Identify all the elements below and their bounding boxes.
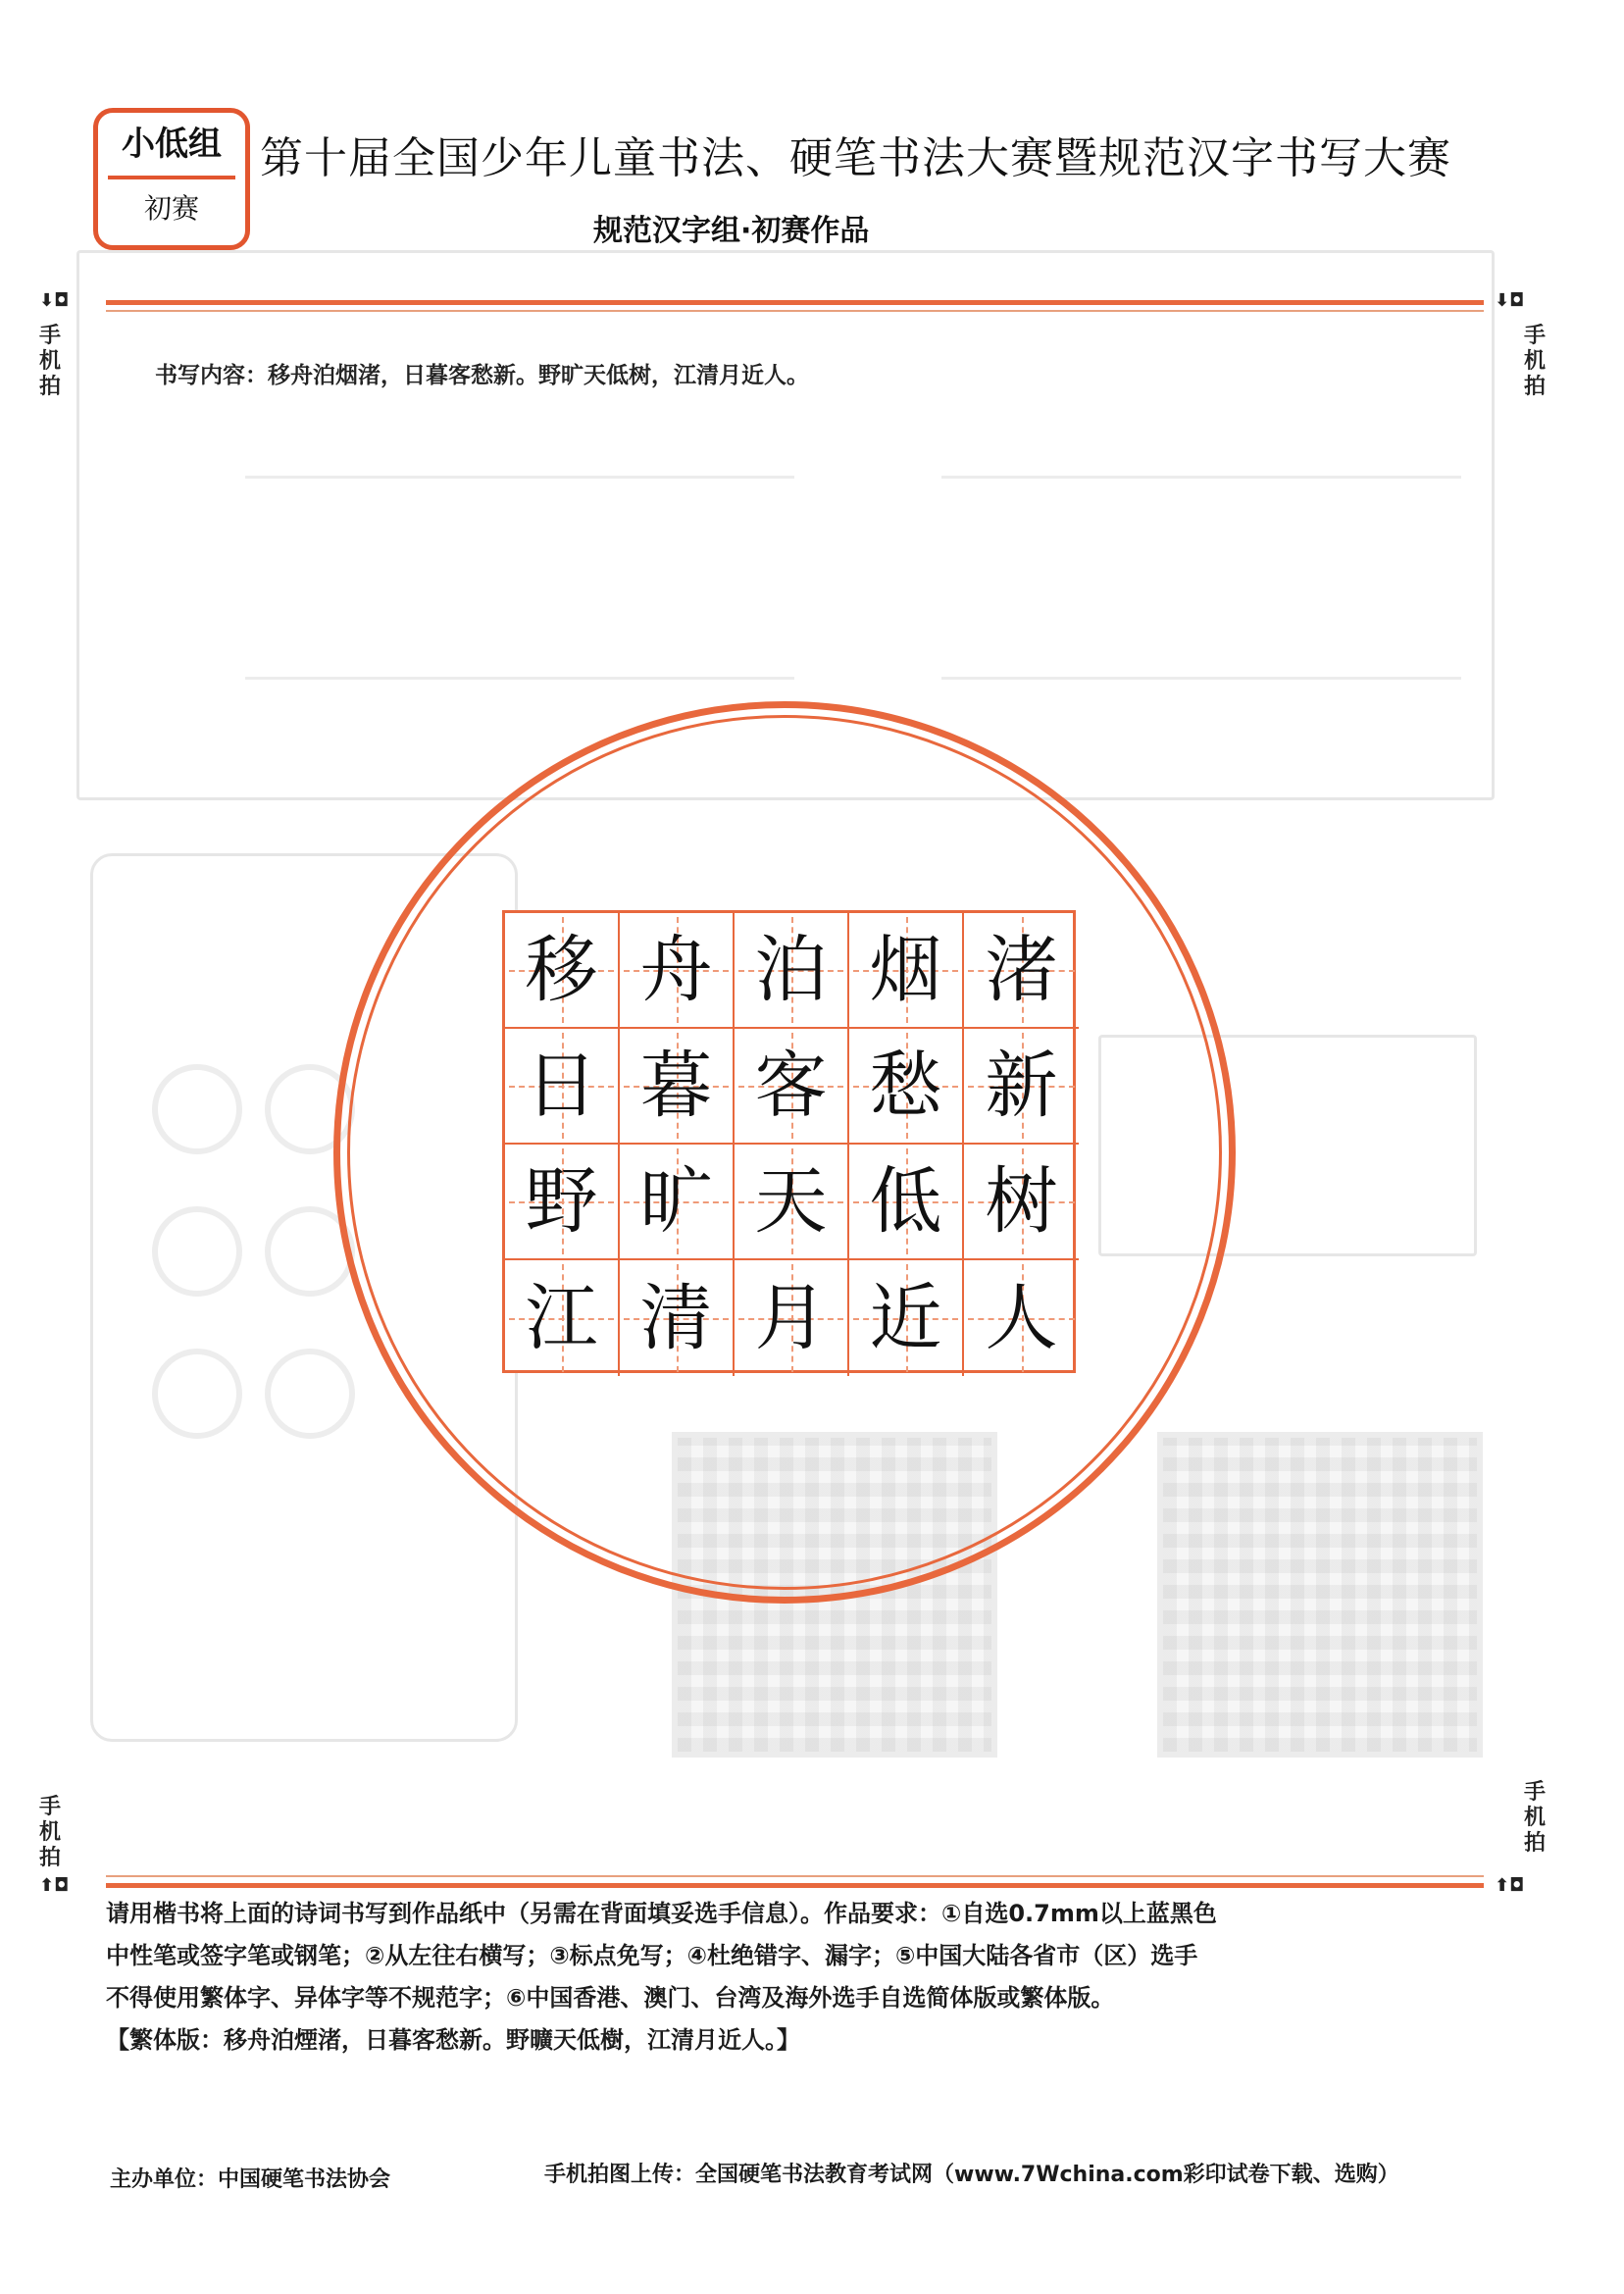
- grid-cell: [620, 1260, 735, 1376]
- grid-cell: [964, 1029, 1079, 1145]
- grid-cell: [620, 913, 735, 1029]
- grid-cell: [849, 1029, 964, 1145]
- grid-char: 泊: [754, 928, 828, 1012]
- grid-cell: [620, 1145, 735, 1260]
- side-label-phone-shot: 手机拍: [38, 1795, 61, 1870]
- grid-cell: [735, 1260, 849, 1376]
- ghost-line: [941, 476, 1461, 479]
- grid-cell: [849, 913, 964, 1029]
- ghost-circle: [152, 1206, 242, 1297]
- grid-cell: [964, 913, 1079, 1029]
- badge-stage-label: 初赛: [143, 192, 199, 225]
- grid-cell: [849, 1145, 964, 1260]
- side-label-phone-shot: 手机拍: [1523, 1780, 1546, 1856]
- instruction-line: 不得使用繁体字、异体字等不规范字；⑥中国香港、澳门、台湾及海外选手自选简体版或繁体版。: [106, 1984, 1115, 2012]
- grid-char: 客: [754, 1044, 828, 1128]
- calligraphy-grid: [502, 910, 1076, 1373]
- grid-char: 渚: [985, 928, 1058, 1012]
- grid-char: 人: [985, 1276, 1058, 1360]
- side-label-phone-shot: 手机拍: [38, 324, 61, 399]
- grid-cell: [505, 1260, 620, 1376]
- top-rule-thin: [106, 310, 1484, 312]
- ghost-circle: [152, 1349, 242, 1439]
- camera-icon: ⬆◘: [39, 1875, 70, 1896]
- grid-char: 暮: [639, 1044, 713, 1128]
- grid-char: 烟: [869, 928, 942, 1012]
- instruction-line: 请用楷书将上面的诗词书写到作品纸中（另需在背面填妥选手信息）。作品要求：①自选0.7mm以上蓝黑色: [106, 1900, 1217, 1927]
- ghost-line: [245, 476, 794, 479]
- grid-char: 清: [639, 1276, 713, 1360]
- bottom-rule: [106, 1883, 1484, 1888]
- grid-cell: [505, 1029, 620, 1145]
- grid-char: 近: [869, 1276, 942, 1360]
- grid-char: 新: [985, 1044, 1058, 1128]
- grid-char: 野: [525, 1159, 598, 1244]
- ghost-line: [245, 677, 794, 680]
- grid-char: 月: [754, 1276, 828, 1360]
- footer-organizer: 主办单位：中国硬笔书法协会: [110, 2167, 391, 2192]
- bottom-rule-thin: [106, 1875, 1484, 1877]
- instructions: [106, 1893, 1498, 2062]
- grid-cell: [735, 1029, 849, 1145]
- camera-icon: ⬇◘: [39, 290, 70, 311]
- grid-char: 舟: [639, 928, 713, 1012]
- ghost-circle: [265, 1349, 355, 1439]
- camera-icon: ⬇◘: [1495, 290, 1525, 311]
- grid-char: 移: [525, 928, 598, 1012]
- instruction-line: 中性笔或签字笔或钢笔；②从左往右横写；③标点免写；④杜绝错字、漏字；⑤中国大陆各省市（区）选手: [106, 1942, 1198, 1969]
- grid-char: 天: [754, 1159, 828, 1244]
- grid-char: 愁: [869, 1044, 942, 1128]
- ghost-circle: [152, 1064, 242, 1154]
- grid-cell: [964, 1145, 1079, 1260]
- top-rule: [106, 300, 1484, 305]
- badge-group-label: 小低组: [122, 125, 222, 164]
- grid-char: 旷: [639, 1159, 713, 1244]
- footer-upload-info: 手机拍图上传：全国硬笔书法教育考试网（www.7Wchina.com彩印试卷下载、选购）: [544, 2163, 1399, 2187]
- grid-char: 日: [525, 1044, 598, 1128]
- ghost-qr-code: [1157, 1432, 1483, 1758]
- camera-icon: ⬆◘: [1495, 1875, 1525, 1896]
- grid-cell: [620, 1029, 735, 1145]
- grid-char: 低: [869, 1159, 942, 1244]
- grid-cell: [849, 1260, 964, 1376]
- grid-char: 江: [525, 1276, 598, 1360]
- page-title: 第十届全国少年儿童书法、硬笔书法大赛暨规范汉字书写大赛: [260, 133, 1451, 183]
- grid-char: 树: [985, 1159, 1058, 1244]
- side-label-phone-shot: 手机拍: [1523, 324, 1546, 399]
- ghost-line: [941, 677, 1461, 680]
- grid-cell: [505, 1145, 620, 1260]
- grid-cell: [505, 913, 620, 1029]
- group-badge: [93, 108, 250, 250]
- grid-cell: [964, 1260, 1079, 1376]
- grid-cell: [735, 913, 849, 1029]
- writing-content: 书写内容：移舟泊烟渚，日暮客愁新。野旷天低树，江清月近人。: [155, 363, 809, 388]
- page-subtitle: 规范汉字组·初赛作品: [593, 214, 870, 248]
- grid-cell: [735, 1145, 849, 1260]
- instruction-line-traditional: 【繁体版：移舟泊煙渚，日暮客愁新。野曠天低樹，江清月近人。】: [106, 2026, 800, 2054]
